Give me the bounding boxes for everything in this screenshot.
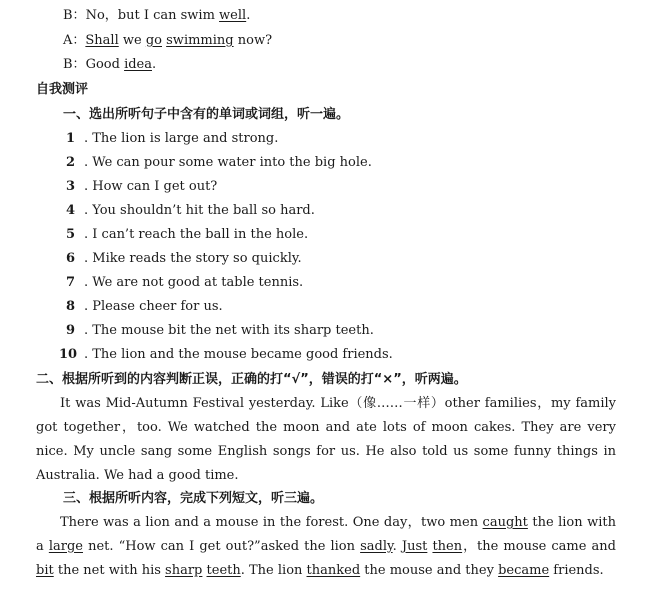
- passage-text: the lion with a: [36, 515, 616, 554]
- list-item: [66, 250, 302, 268]
- dialogue-text: now?: [233, 33, 273, 48]
- item-number: 7: [66, 275, 76, 290]
- list-item: [66, 274, 303, 292]
- item-text: . The lion is large and strong.: [84, 131, 279, 146]
- speaker-label: B：: [63, 57, 86, 72]
- answer-word: sadly: [360, 539, 393, 554]
- item-number: 1: [66, 131, 76, 146]
- item-text: . Mike reads the story so quickly.: [84, 251, 302, 266]
- underlined-word: swimming: [166, 33, 234, 48]
- item-text: . I can’t reach the ball in the hole.: [84, 227, 309, 242]
- underlined-word: idea: [124, 57, 152, 72]
- section3-paragraph: [36, 511, 616, 583]
- answer-word: sharp: [165, 563, 203, 578]
- list-item: [66, 298, 223, 316]
- underlined-word: Shall: [85, 33, 119, 48]
- dialogue-text: .: [152, 57, 157, 72]
- answer-word: teeth: [206, 563, 241, 578]
- list-item: [66, 322, 374, 340]
- answer-word: then: [432, 539, 463, 554]
- list-item: [59, 346, 393, 364]
- item-text: . How can I get out?: [84, 179, 218, 194]
- answer-word: Just: [401, 539, 428, 554]
- dialogue-line-1: [63, 7, 250, 25]
- item-text: . Please cheer for us.: [84, 299, 223, 314]
- dialogue-line-3: [63, 56, 156, 74]
- item-number: 10: [59, 347, 78, 362]
- passage-text: the mouse and they: [360, 563, 499, 578]
- dialogue-text: .: [246, 8, 251, 23]
- list-item: [66, 154, 372, 172]
- speaker-label: A：: [63, 33, 86, 48]
- list-item: [66, 226, 308, 244]
- underlined-word: go: [145, 33, 162, 48]
- item-text: . The mouse bit the net with its sharp teeth.: [84, 323, 374, 338]
- section1-title: 一、选出所听句子中含有的单词或词组，听一遍。: [63, 107, 350, 122]
- item-number: 8: [66, 299, 76, 314]
- passage-text: ，the mouse came and: [462, 539, 616, 554]
- item-text: . We can pour some water into the big hole.: [84, 155, 372, 170]
- dialogue-text: we: [118, 33, 146, 48]
- list-item: [66, 202, 315, 220]
- answer-word: became: [498, 563, 550, 578]
- section2-paragraph: It was Mid-Autumn Festival yesterday. Like（像……一样）other families，my family got together，too. We watched the moon and ate lots of moon cakes. They are very nice. My uncle sang some English songs for us. He also told us some funny things in Australia. We had a good time.: [36, 396, 616, 483]
- section3-title: 三、根据所听内容，完成下列短文，听三遍。: [63, 491, 324, 506]
- passage-text: the net with his: [53, 563, 166, 578]
- item-text: . The lion and the mouse became good friends.: [84, 347, 393, 362]
- list-item: [66, 178, 217, 196]
- underlined-word: well: [219, 8, 247, 23]
- answer-word: bit: [36, 563, 54, 578]
- passage-text: . The lion: [240, 563, 307, 578]
- item-text: . We are not good at table tennis.: [84, 275, 304, 290]
- passage-text: net. “How can I get out?”asked the lion: [82, 539, 361, 554]
- item-text: . You shouldn’t hit the ball so hard.: [84, 203, 315, 218]
- self-eval-title: 自我测评: [36, 82, 89, 97]
- item-number: 6: [66, 251, 76, 266]
- list-item: [66, 130, 278, 148]
- answer-word: large: [48, 539, 83, 554]
- dialogue-line-2: [63, 32, 272, 50]
- dialogue-text: Good: [85, 57, 125, 72]
- item-number: 4: [66, 203, 76, 218]
- section2-title: 二、根据所听到的内容判断正误，正确的打“√”，错误的打“×”，听两遍。: [36, 372, 467, 387]
- passage-text: friends.: [549, 563, 604, 578]
- item-number: 5: [66, 227, 76, 242]
- speaker-label: B：: [63, 8, 86, 23]
- item-number: 3: [66, 179, 76, 194]
- item-number: 2: [66, 155, 76, 170]
- passage-text: There was a lion and a mouse in the forest. One day，two men: [60, 515, 483, 530]
- item-number: 9: [66, 323, 76, 338]
- answer-word: thanked: [306, 563, 361, 578]
- dialogue-text: No，but I can swim: [85, 8, 220, 23]
- answer-word: caught: [482, 515, 528, 530]
- passage-text: .: [392, 539, 402, 554]
